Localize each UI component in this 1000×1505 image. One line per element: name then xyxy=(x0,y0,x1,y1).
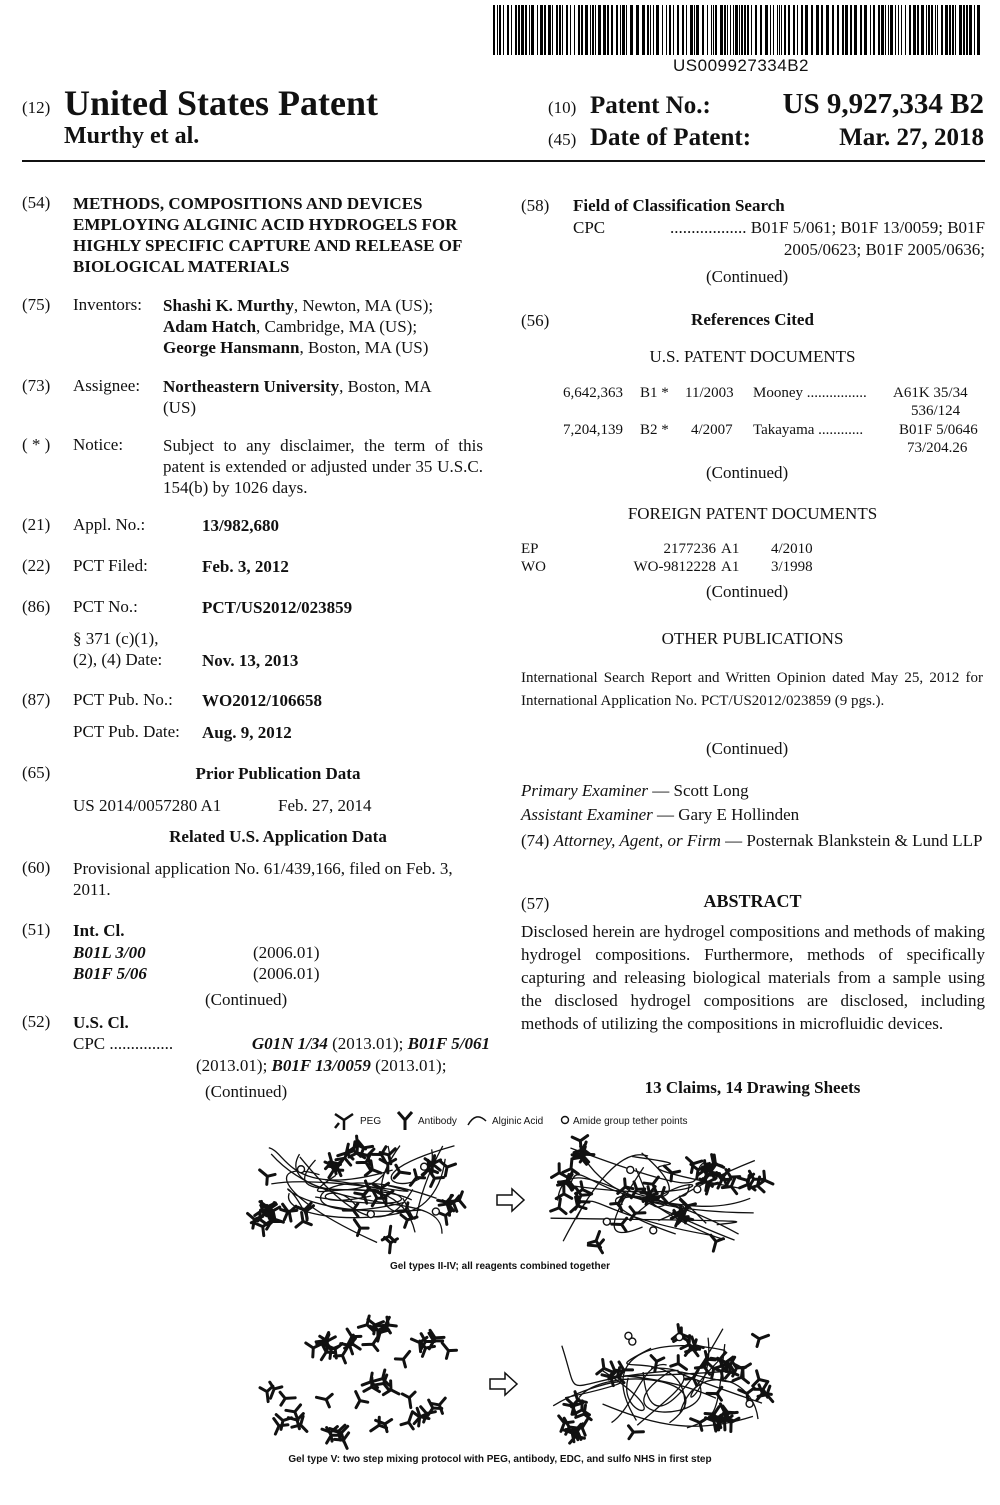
legend-alginic-label: Alginic Acid xyxy=(492,1116,544,1127)
code-87: (87) xyxy=(22,690,51,709)
primary-examiner: Primary Examiner — Scott Long xyxy=(521,781,749,800)
code-52: (52) xyxy=(22,1012,51,1031)
barcode-graphic xyxy=(493,5,985,55)
int-cl-class: B01L 3/00 xyxy=(73,943,146,962)
int-cl-version: (2006.01) xyxy=(253,964,320,983)
abstract-heading: ABSTRACT xyxy=(703,891,802,911)
other-pubs-continued: (Continued) xyxy=(706,739,789,758)
claims-sheets: 13 Claims, 14 Drawing Sheets xyxy=(644,1078,861,1097)
alginic-acid-icon xyxy=(468,1117,486,1125)
field-search-continued: (Continued) xyxy=(706,267,789,286)
code-22: (22) xyxy=(22,556,51,575)
code-54: (54) xyxy=(22,193,51,212)
inventors-label: Inventors: xyxy=(73,295,142,314)
figure-graphic xyxy=(0,1105,1000,1500)
legend xyxy=(335,1112,688,1130)
provisional-app: Provisional application No. 61/439,166, filed on Feb. 3, 2011. xyxy=(73,859,453,899)
header-rule xyxy=(22,160,985,162)
notice-text: Subject to any disclaimer, the term of this patent is extended or adjusted under 35 U.S.C. 154(b) by 1026 days. xyxy=(163,436,483,497)
appl-no: 13/982,680 xyxy=(202,516,279,535)
code-75: (75) xyxy=(22,295,51,314)
appl-no-label: Appl. No.: xyxy=(73,515,146,534)
field-search-cpc-label: CPC xyxy=(573,218,606,237)
code-65: (65) xyxy=(22,763,51,782)
code-60: (60) xyxy=(22,858,51,877)
antibody-icon xyxy=(398,1112,412,1130)
patent-date: Mar. 27, 2018 xyxy=(839,124,984,151)
code-45: (45) xyxy=(548,130,577,149)
caption-bottom: Gel type V: two step mixing protocol with PEG, antibody, EDC, and sulfo NHS in first step xyxy=(288,1454,712,1465)
code-notice: ( * ) xyxy=(22,435,51,454)
patent-no-label: Patent No.: xyxy=(590,92,711,119)
code-86: (86) xyxy=(22,597,51,616)
foreign-docs-continued: (Continued) xyxy=(706,582,789,601)
inventors-list xyxy=(163,295,488,358)
peg-icon xyxy=(335,1114,353,1130)
field-search-line2: 2005/0623; B01F 2005/0636; xyxy=(783,240,985,259)
patent-number: US 9,927,334 B2 xyxy=(782,88,984,120)
int-cl-continued: (Continued) xyxy=(205,990,288,1009)
pct-pub-no: WO2012/106658 xyxy=(202,691,322,710)
code-56: (56) xyxy=(521,311,550,330)
inventor: Adam Hatch, Cambridge, MA (US); xyxy=(163,317,418,336)
legend-antibody-label: Antibody xyxy=(418,1116,457,1127)
legend-amide-label: Amide group tether points xyxy=(573,1116,688,1127)
barcode-number: US009927334B2 xyxy=(673,56,810,75)
int-cl-label: Int. Cl. xyxy=(73,921,125,940)
code-10: (10) xyxy=(548,98,577,117)
caption-top: Gel types II-IV; all reagents combined together xyxy=(389,1261,611,1272)
invention-title: METHODS, COMPOSITIONS AND DEVICES EMPLOYING ALGINIC ACID HYDROGELS FOR HIGHLY SPECIFIC CAPTURE AND RELEASE OF BIOLOGICAL MATERIALS xyxy=(73,194,462,276)
pct-pub-date-label: PCT Pub. Date: xyxy=(73,722,180,741)
barcode xyxy=(493,5,985,55)
related-app-heading: Related U.S. Application Data xyxy=(169,827,387,846)
gel-panel-twostep-after xyxy=(553,1325,773,1444)
field-search-heading: Field of Classification Search xyxy=(573,196,785,215)
us-cl-continued: (Continued) xyxy=(205,1082,288,1101)
section-371-label: § 371 (c)(1), (2), (4) Date: xyxy=(73,629,163,669)
us-cpc-line1: G01N 1/34 (2013.01); B01F 5/061 xyxy=(251,1034,490,1053)
pct-filed: Feb. 3, 2012 xyxy=(202,557,289,576)
us-patent-docs-heading: U.S. PATENT DOCUMENTS xyxy=(649,347,856,366)
field-search-line1: .................. B01F 5/061; B01F 13/0059; B01F xyxy=(669,218,985,237)
prior-pub-date: Feb. 27, 2014 xyxy=(278,796,372,815)
attorney: (74) Attorney, Agent, or Firm — Posternak Blankstein & Lund LLP xyxy=(521,831,983,850)
assistant-examiner: Assistant Examiner — Gary E Hollinden xyxy=(521,805,800,824)
pct-filed-label: PCT Filed: xyxy=(73,556,148,575)
other-pubs-text: International Search Report and Written Opinion dated May 25, 2012 for International Application No. PCT/US2012/023859 (9 pgs.). xyxy=(521,670,983,709)
pct-pub-date: Aug. 9, 2012 xyxy=(202,723,292,742)
section-371-date: Nov. 13, 2013 xyxy=(202,651,299,670)
abstract-text: Disclosed herein are hydrogel compositions and methods of making hydrogel compositions. Furthermore, methods of specifically capturing and releasing biological materials from a sample using the disclosed hydrogel compositions are disclosed, including methods of utilizing the compositions in microfluidic devices. xyxy=(521,922,985,1033)
authors: Murthy et al. xyxy=(64,123,200,149)
foreign-doc-row: EP 2177236 A1 4/2010 xyxy=(521,541,813,557)
notice-label: Notice: xyxy=(73,435,124,454)
arrow-icon xyxy=(490,1373,517,1395)
representative-figure xyxy=(0,1105,1000,1500)
assignee-label: Assignee: xyxy=(73,376,141,395)
prior-pub-heading: Prior Publication Data xyxy=(195,764,361,783)
code-58: (58) xyxy=(521,196,550,215)
references-heading: References Cited xyxy=(691,310,814,329)
int-cl-version: (2006.01) xyxy=(253,943,320,962)
gel-panel-mixed-before xyxy=(248,1136,465,1253)
gel-panel-mixed-after xyxy=(551,1136,773,1253)
code-51: (51) xyxy=(22,920,51,939)
prior-pub-number: US 2014/0057280 A1 xyxy=(73,796,222,815)
other-pubs-heading: OTHER PUBLICATIONS xyxy=(661,629,844,648)
inventor: Shashi K. Murthy, Newton, MA (US); xyxy=(163,296,434,315)
code-12: (12) xyxy=(22,98,51,117)
us-cpc-label: CPC ............... xyxy=(73,1034,174,1053)
foreign-docs-heading: FOREIGN PATENT DOCUMENTS xyxy=(627,504,878,523)
us-docs-continued: (Continued) xyxy=(706,463,789,482)
code-57: (57) xyxy=(521,894,550,913)
gel-panel-twostep-before xyxy=(260,1316,456,1448)
pct-no-label: PCT No.: xyxy=(73,597,138,616)
assignee: Northeastern University, Boston, MA (US) xyxy=(163,377,432,417)
us-cl-label: U.S. Cl. xyxy=(73,1013,129,1032)
date-label: Date of Patent: xyxy=(590,124,752,151)
inventor: George Hansmann, Boston, MA (US) xyxy=(163,338,429,357)
pct-no: PCT/US2012/023859 xyxy=(202,598,353,617)
arrow-icon xyxy=(497,1189,524,1211)
pct-pub-no-label: PCT Pub. No.: xyxy=(73,690,173,709)
legend-peg-label: PEG xyxy=(360,1116,382,1127)
amide-tether-icon xyxy=(562,1117,569,1124)
us-cpc-line2: (2013.01); B01F 13/0059 (2013.01); xyxy=(196,1056,447,1075)
foreign-doc-row: WO WO-9812228 A1 3/1998 xyxy=(521,559,813,575)
code-73: (73) xyxy=(22,376,51,395)
int-cl-class: B01F 5/06 xyxy=(73,964,147,983)
code-21: (21) xyxy=(22,515,51,534)
document-title: United States Patent xyxy=(64,83,378,123)
